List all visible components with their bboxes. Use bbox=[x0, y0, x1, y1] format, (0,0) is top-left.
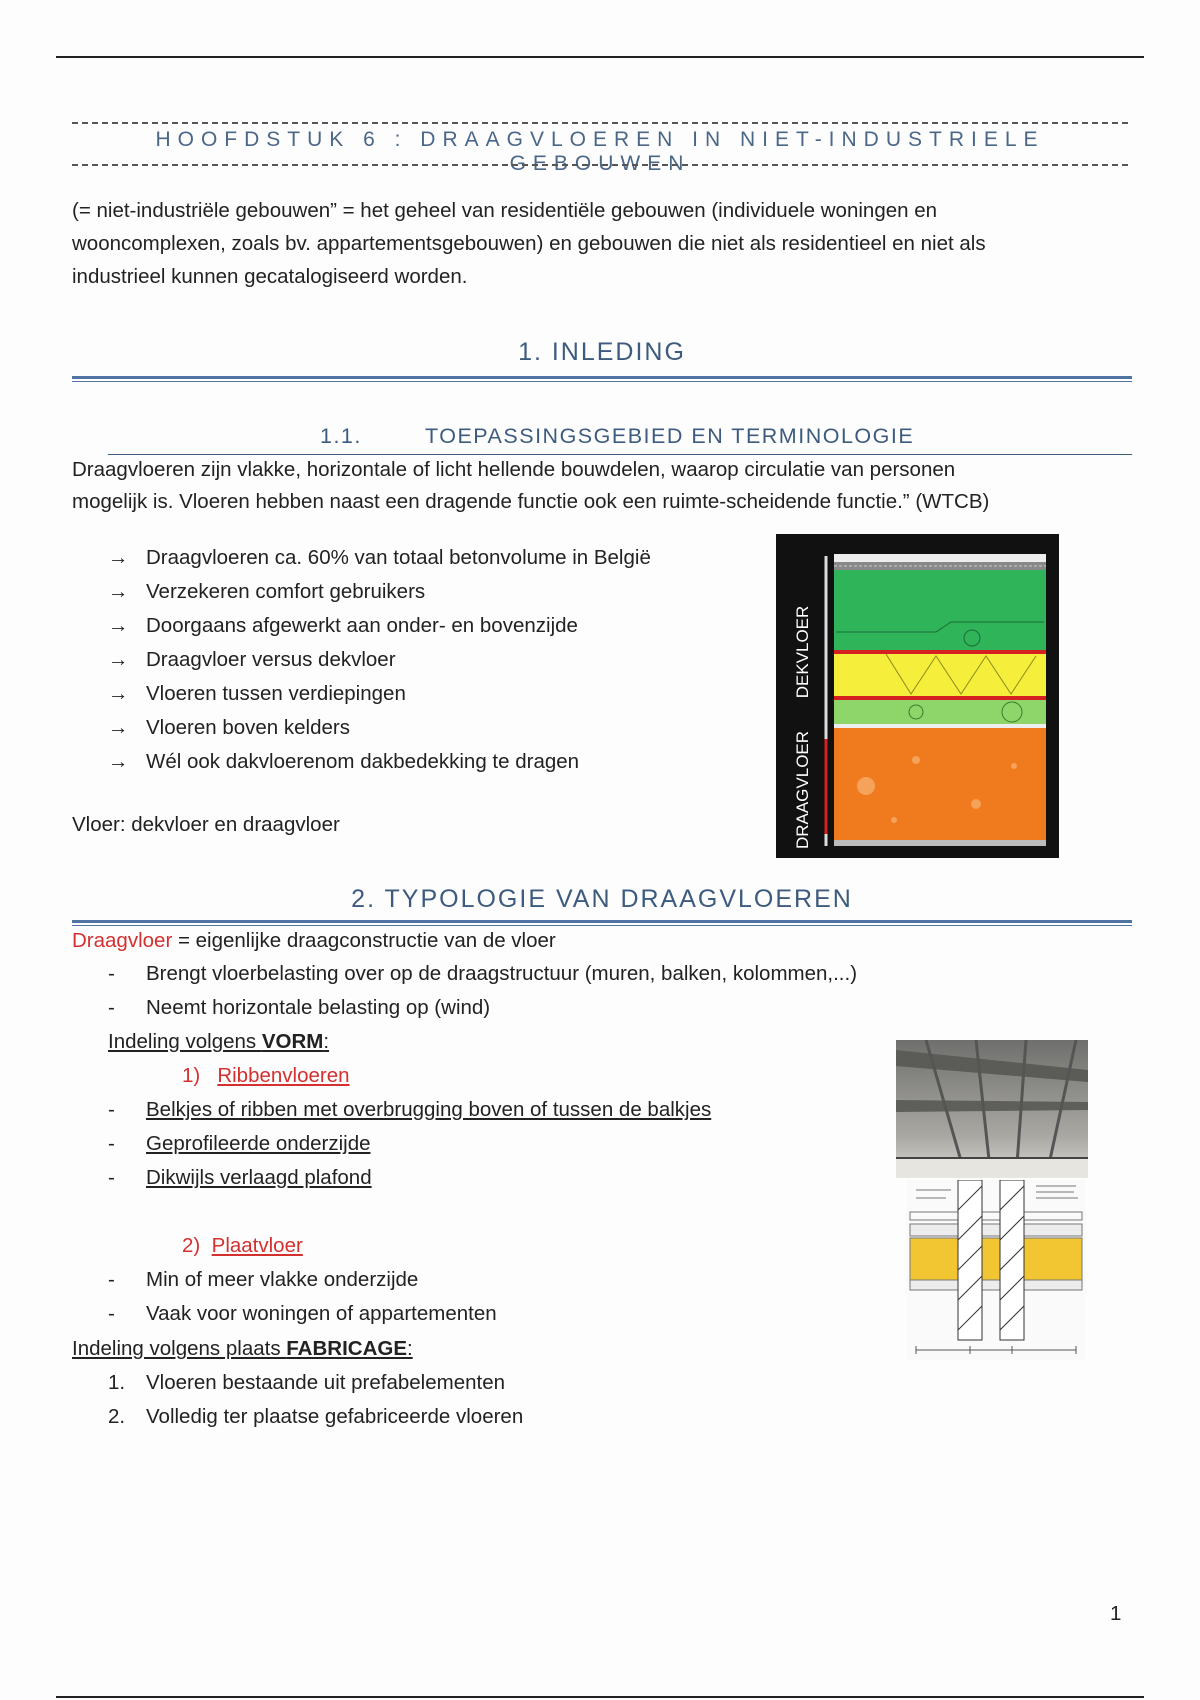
intro-paragraph bbox=[72, 194, 1152, 293]
arrow-icon: → bbox=[108, 580, 129, 603]
arrow-icon: → bbox=[108, 716, 129, 739]
arrow-icon: → bbox=[108, 614, 129, 637]
page-number: 1 bbox=[1110, 1602, 1122, 1625]
section-2-title: 2. TYPOLOGIE VAN DRAAGVLOEREN bbox=[351, 885, 853, 913]
list-item: 2. Volledig ter plaatse gefabriceerde vloeren bbox=[108, 1405, 524, 1428]
form-heading: Indeling volgens VORM: bbox=[108, 1030, 330, 1053]
chapter-title: HOOFDSTUK 6 : DRAAGVLOEREN IN NIET-INDUSTRIELE GEBOUWEN bbox=[155, 128, 1045, 175]
intro-line: (= niet-industriële gebouwen” = het geheel van residentiële gebouwen (individuele woningen en bbox=[72, 199, 938, 222]
dekvloer-label: DEKVLOER bbox=[793, 605, 812, 699]
list-item: - Neemt horizontale belasting op (wind) bbox=[108, 996, 491, 1019]
chapter-dash-bottom bbox=[72, 164, 1128, 166]
list-item: - Dikwijls verlaagd plafond bbox=[108, 1166, 372, 1189]
list-item: - Vaak voor woningen of appartementen bbox=[108, 1302, 497, 1325]
list-item: → Doorgaans afgewerkt aan onder- en bovenzijde bbox=[108, 609, 758, 643]
subsection-number: 1.1. bbox=[320, 424, 362, 448]
intro-line: industrieel kunnen gecatalogiseerd worden. bbox=[72, 265, 468, 288]
list-item: - Min of meer vlakke onderzijde bbox=[108, 1268, 419, 1291]
type-1-heading: 1) Ribbenvloeren bbox=[182, 1064, 350, 1087]
list-item: → Vloeren boven kelders bbox=[108, 711, 758, 745]
rib-floor-photo bbox=[896, 1040, 1088, 1178]
intro-bullet-list bbox=[108, 541, 758, 779]
type-1-points bbox=[108, 1093, 828, 1195]
section-1-rule bbox=[72, 376, 1132, 382]
list-item: - Belkjes of ribben met overbrugging boven of tussen de balkjes bbox=[108, 1098, 712, 1121]
intro-line: wooncomplexen, zoals bv. appartementsgebouwen) en gebouwen die niet als residentieel en niet als bbox=[72, 232, 986, 255]
list-item: - Brengt vloerbelasting over op de draagstructuur (muren, balken, kolommen,...) bbox=[108, 962, 858, 985]
fabrication-heading: Indeling volgens plaats FABRICAGE: bbox=[72, 1337, 413, 1360]
arrow-icon: → bbox=[108, 648, 129, 671]
section-1-title: 1. INLEDING bbox=[518, 338, 686, 366]
type-2-heading: 2) Plaatvloer bbox=[182, 1234, 303, 1257]
arrow-icon: → bbox=[108, 546, 129, 569]
arrow-icon: → bbox=[108, 682, 129, 705]
list-item: 1. Vloeren bestaande uit prefabelementen bbox=[108, 1371, 506, 1394]
list-item: → Verzekeren comfort gebruikers bbox=[108, 575, 758, 609]
definition-line: Draagvloeren zijn vlakke, horizontale of licht hellende bouwdelen, waarop circulatie van personen bbox=[72, 458, 956, 481]
definition-line: mogelijk is. Vloeren hebben naast een dragende functie ook een ruimte-scheidende functie.” (WTCB) bbox=[72, 490, 990, 513]
term: Draagvloer bbox=[72, 929, 173, 952]
definition-paragraph bbox=[72, 454, 1172, 518]
list-item: → Draagvloeren ca. 60% van totaal betonvolume in België bbox=[108, 541, 758, 575]
draagvloer-points bbox=[108, 957, 1008, 1025]
list-item: → Vloeren tussen verdiepingen bbox=[108, 677, 758, 711]
chapter-dash-top bbox=[72, 122, 1128, 124]
type-2-points bbox=[108, 1263, 828, 1331]
arrow-icon: → bbox=[108, 750, 129, 773]
list-item: → Wél ook dakvloerenom dakbedekking te dragen bbox=[108, 745, 758, 779]
plate-floor-section-drawing bbox=[906, 1180, 1086, 1360]
draagvloer-label: DRAAGVLOER bbox=[793, 730, 812, 850]
page-top-rule bbox=[56, 56, 1144, 58]
draagvloer-definition: Draagvloer = eigenlijke draagconstructie van de vloer bbox=[72, 929, 556, 952]
list-item: → Draagvloer versus dekvloer bbox=[108, 643, 758, 677]
fabrication-list bbox=[108, 1366, 828, 1434]
floor-summary: Vloer: dekvloer en draagvloer bbox=[72, 813, 340, 836]
subsection-title: TOEPASSINGSGEBIED EN TERMINOLOGIE bbox=[425, 424, 915, 448]
floor-buildup-diagram bbox=[776, 534, 1059, 858]
list-item: - Geprofileerde onderzijde bbox=[108, 1132, 371, 1155]
page-bottom-rule bbox=[56, 1696, 1144, 1698]
